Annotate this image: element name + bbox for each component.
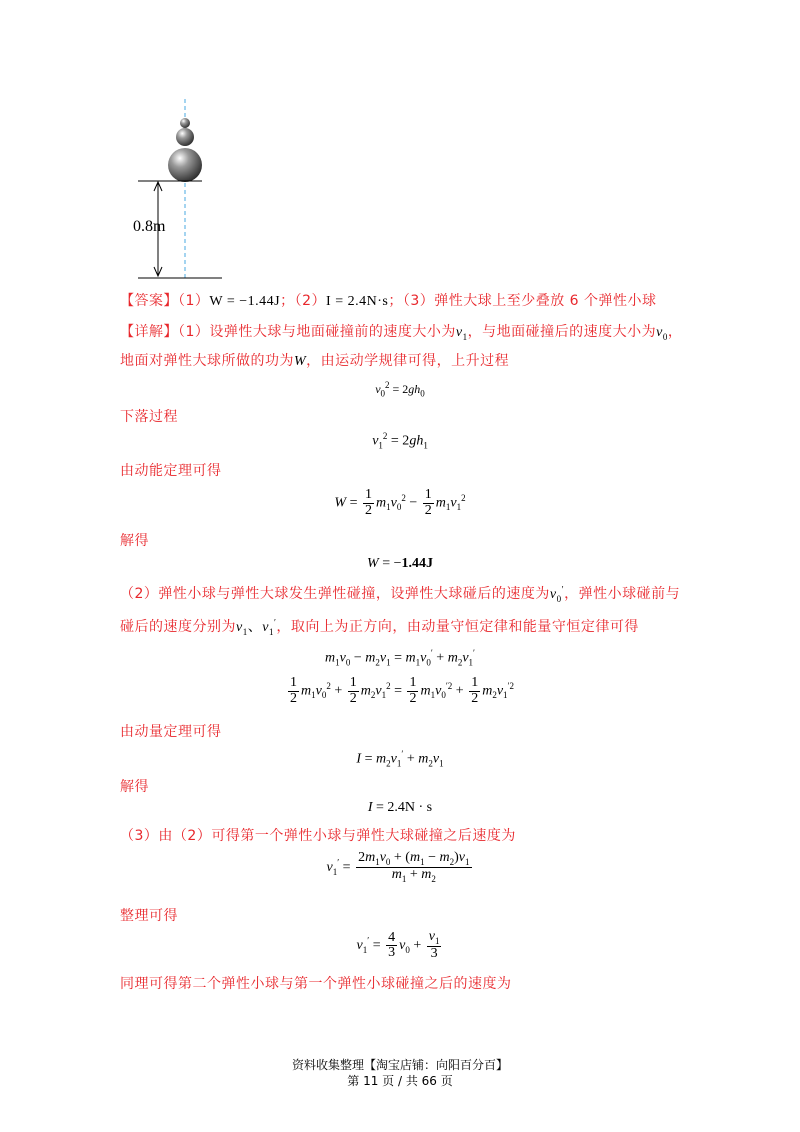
small-ball-top [180, 118, 190, 128]
height-label: 0.8m [133, 218, 166, 235]
answer-tag: 【答案】 [120, 293, 178, 309]
large-ball [168, 148, 202, 182]
eq-work-result: W = −1.44J [367, 556, 433, 571]
p2-line-1: （2）弹性小球与弹性大球发生弹性碰撞，设弹性大球碰后的速度为$v_0'$，弹性小球碰前与 [120, 584, 681, 604]
eq-rise: $v_0^2 = 2gh_0$ [375, 380, 425, 399]
answer-impulse: I = 2.4N·s [326, 294, 389, 309]
eq-v1-prime: $v_1'$ = $\frac{2m_1v_0 + (m_1 - m_2)v_1}{m_1 + m_2}$ [326, 850, 470, 885]
footer-page-number: 第 11 页 / 共 66 页 [347, 1074, 453, 1088]
small-ball-middle [176, 128, 194, 146]
simplify-label: 整理可得 [120, 908, 178, 924]
answer-work: W = −1.44J [209, 294, 281, 309]
answer-line: 【答案】（1）W = −1.44J；（2）I = 2.4N·s；（3）弹性大球上至少叠放 6 个弹性小球 [120, 293, 657, 309]
footer-source: 资料收集整理【淘宝店铺：向阳百分百】 [291, 1058, 508, 1072]
eq-momentum: $m_1v_0 - m_2v_1 = m_1v_0' + m_2v_1'$ [324, 648, 476, 668]
eq-work: W = $\frac{1}{2}$ $m_1v_0^2$ − $\frac{1}{2}$ $m_1v_1^2$ [334, 487, 466, 518]
eq-impulse-result: I = 2.4N · s [367, 800, 433, 815]
solve-label-2: 解得 [120, 779, 149, 795]
p3-last-line: 同理可得第二个弹性小球与第一个弹性小球碰撞之后的速度为 [120, 976, 512, 992]
eq-fall: $v_1^2 = 2gh_1$ [372, 431, 428, 451]
eq-energy: $\frac{1}{2}$ $m_1v_0^2$ + $\frac{1}{2}$ $m_2v_1^2$ = $\frac{1}{2}$ $m_1v_0^{'2}$ + $\frac{1}{2}$ $m_2v_1^{'2}$ [289, 675, 515, 706]
detail-line-1: 【详解】（1）设弹性大球与地面碰撞前的速度大小为$v_1$，与地面碰撞后的速度大小为$v_0$， [120, 324, 683, 342]
eq-impulse: $I = m_2v_1' + m_2v_1$ [356, 749, 444, 769]
solve-label-1: 解得 [120, 533, 149, 549]
eq-v1-simplified: $v_1'$ = $\frac{4}{3}$ $v_0$ + $\frac{v_1}{3}$ [356, 929, 440, 962]
ke-theorem-label: 由动能定理可得 [120, 463, 222, 479]
momentum-theorem-label: 由动量定理可得 [120, 724, 222, 740]
p2-line-2: 碰后的速度分别为$v_1$、$v_1'$，取向上为正方向，由动量守恒定律和能量守恒定律可得 [120, 617, 639, 637]
fall-label: 下落过程 [120, 409, 178, 425]
detail-line-2: 地面对弹性大球所做的功为W，由运动学规律可得，上升过程 [120, 353, 510, 369]
diagram-figure [130, 95, 240, 285]
p3-line-1: （3）由（2）可得第一个弹性小球与弹性大球碰撞之后速度为 [120, 828, 516, 844]
detail-tag: 【详解】 [120, 324, 178, 340]
